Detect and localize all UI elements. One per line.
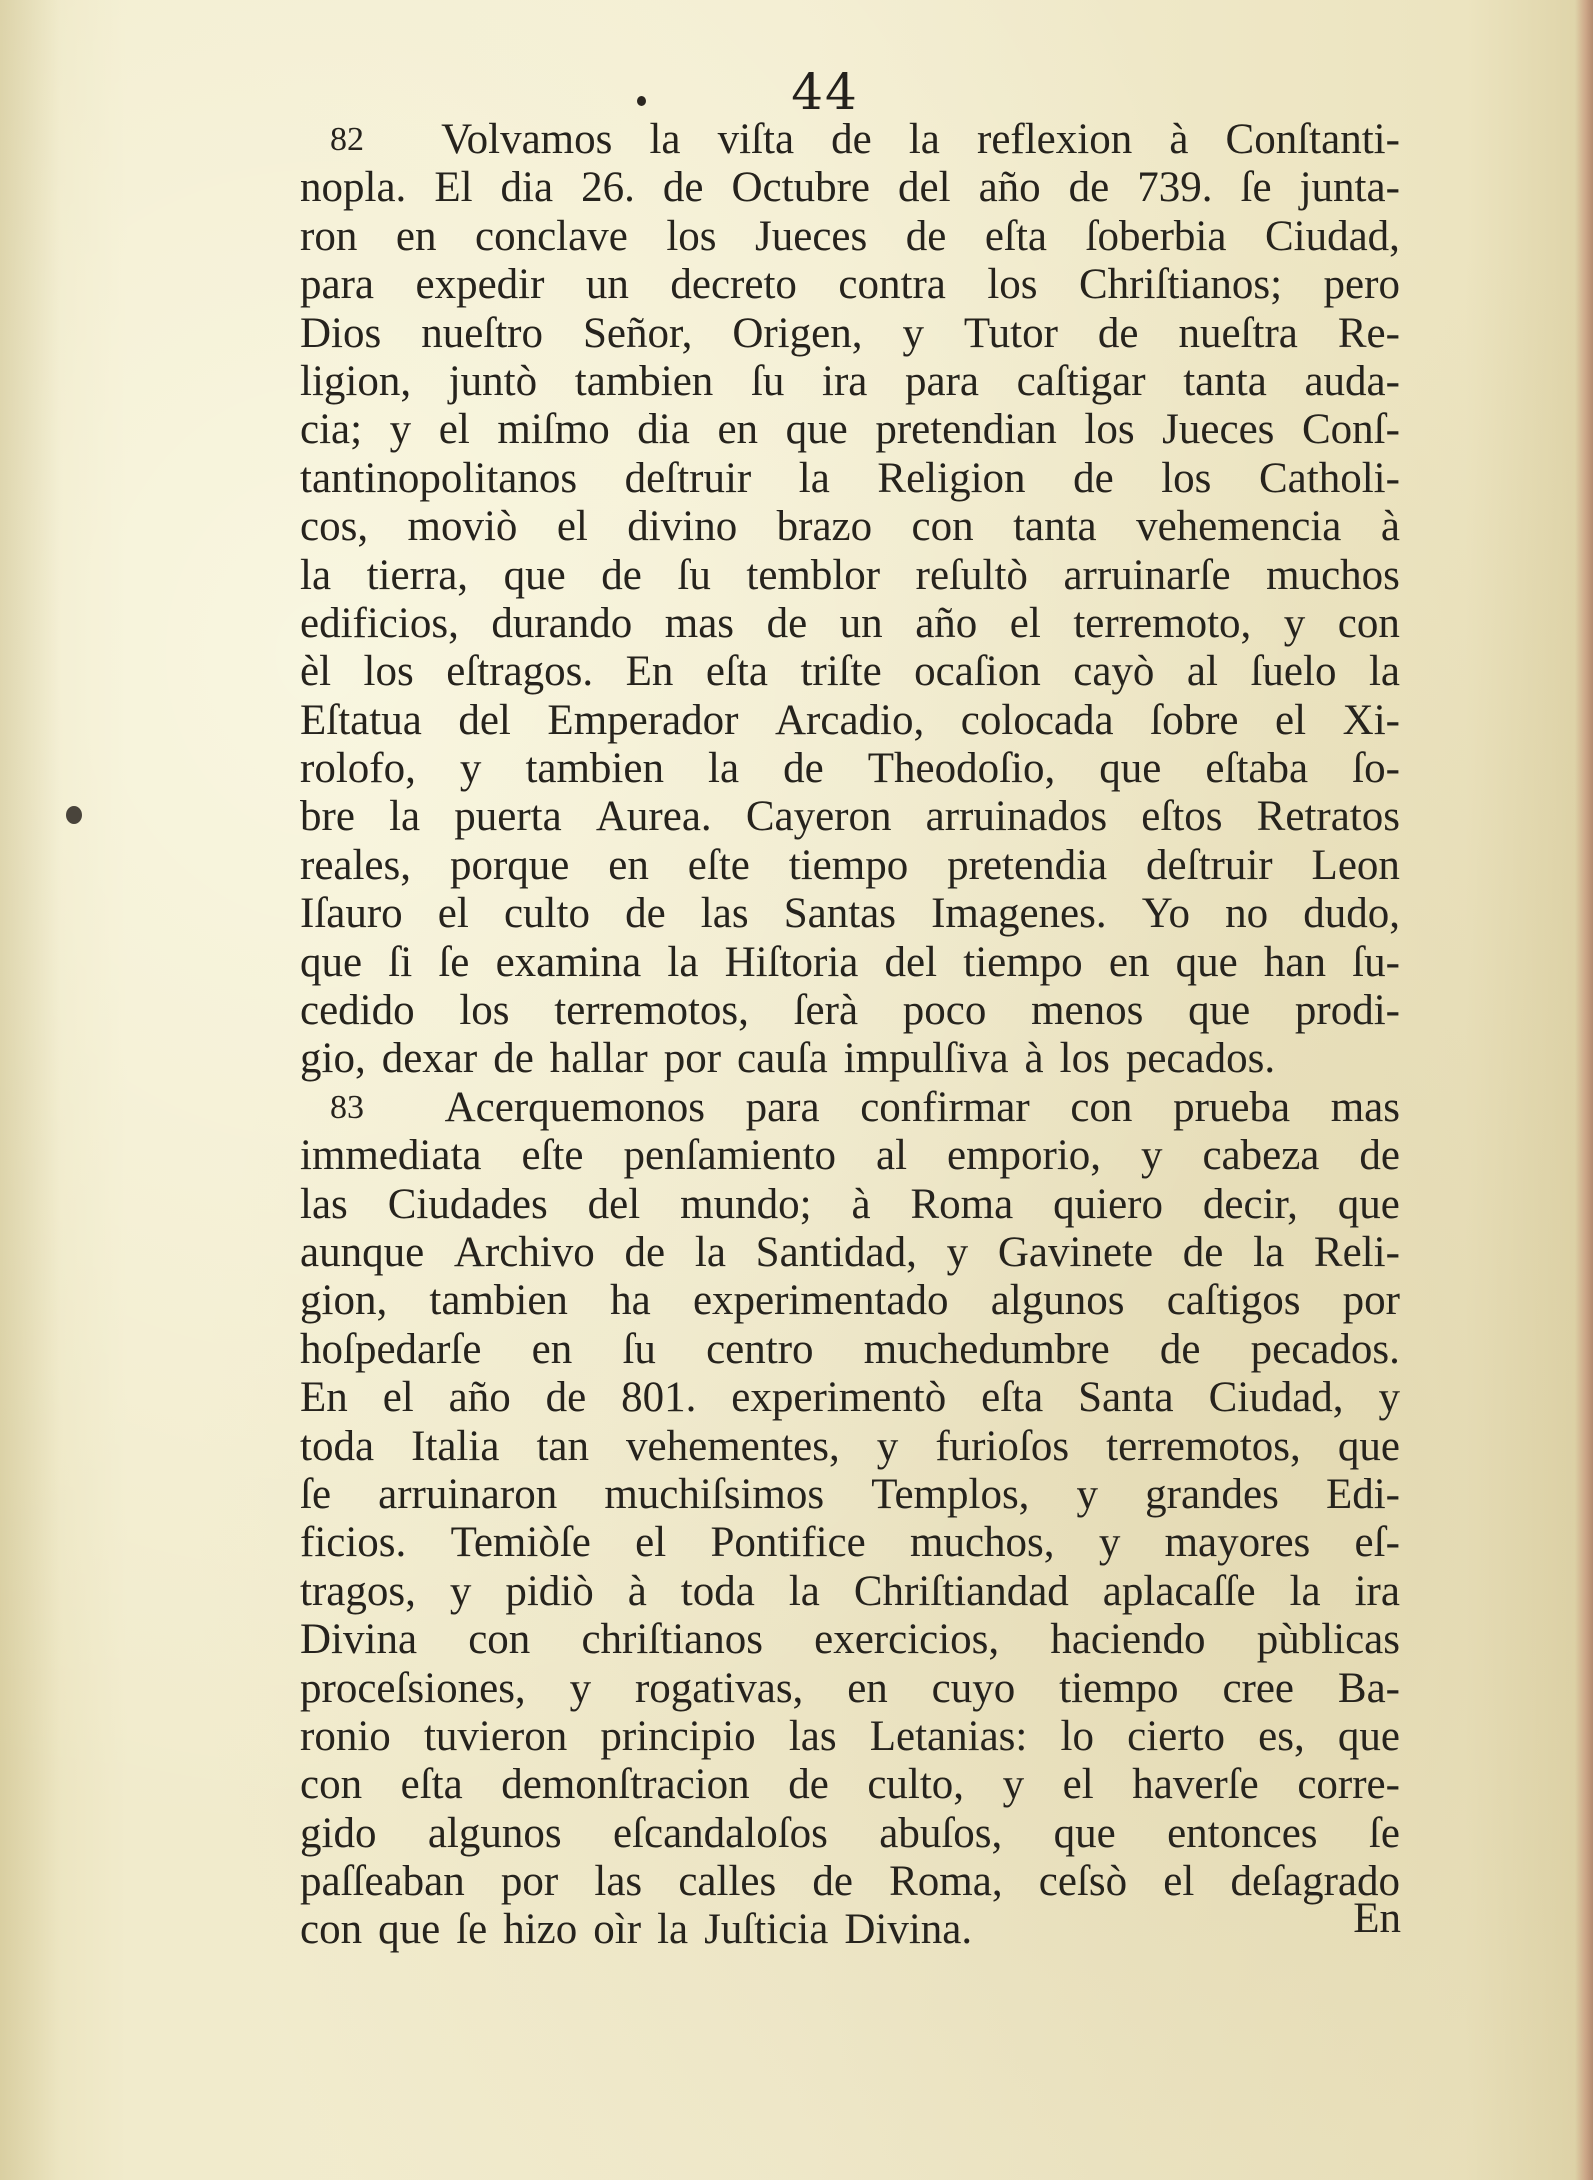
text-line: Divina con chriſtianos exercicios, haciendo pùblicas (300, 1616, 1400, 1664)
page-gutter-shadow (0, 0, 60, 2180)
text-line: Eſtatua del Emperador Arcadio, colocada ſobre el Xi- (300, 696, 1400, 744)
text-line: la tierra, que de ſu temblor reſultò arruinarſe muchos (300, 551, 1400, 599)
text-line: aunque Archivo de la Santidad, y Gavinete de la Reli- (300, 1228, 1400, 1276)
text-line: las Ciudades del mundo; à Roma quiero decir, que (300, 1180, 1400, 1228)
text-line: En el año de 801. experimentò eſta Santa Ciudad, y (300, 1374, 1400, 1422)
page-edge-stain (1575, 0, 1593, 2180)
text-line: para expedir un decreto contra los Chriſtianos; pero (300, 261, 1400, 309)
text-line: ficios. Temiòſe el Pontifice muchos, y mayores eſ- (300, 1519, 1400, 1567)
ink-spot (637, 96, 646, 106)
text-line: que ſi ſe examina la Hiſtoria del tiempo en que han ſu- (300, 938, 1400, 986)
text-line: ronio tuvieron principio las Letanias: lo cierto es, que (300, 1712, 1400, 1760)
paragraph-number: 82 (330, 121, 364, 158)
text-line: tragos, y pidiò à toda la Chriſtiandad aplacaſſe la ira (300, 1567, 1400, 1615)
text-line: bre la puerta Aurea. Cayeron arruinados eſtos Retratos (300, 793, 1400, 841)
text-line: toda Italia tan vehementes, y furioſos terremotos, que (300, 1422, 1400, 1470)
text-line: cos, moviò el divino brazo con tanta vehemencia à (300, 503, 1400, 551)
text-line: reales, porque en eſte tiempo pretendia deſtruir Leon (300, 841, 1400, 889)
text-line: 83 Acerquemonos para confirmar con prueba mas (330, 1083, 1400, 1131)
catchword: En (1353, 1895, 1401, 1942)
text-line: Dios nueſtro Señor, Origen, y Tutor de nueſtra Re- (300, 309, 1400, 357)
text-line: gio, dexar de hallar por cauſa impulſiva à los pecados. (300, 1035, 1276, 1083)
text-line: paſſeaban por las calles de Roma, ceſsò el deſagrado (300, 1858, 1400, 1906)
page-number: 44 (791, 63, 859, 121)
text-line: edificios, durando mas de un año el terremoto, y con (300, 599, 1400, 647)
text-line: Iſauro el culto de las Santas Imagenes. Yo no dudo, (300, 890, 1400, 938)
text-line: con eſta demonſtracion de culto, y el haverſe corre- (300, 1761, 1400, 1809)
text-line: 82 Volvamos la viſta de la reflexion à Conſtanti- (330, 116, 1400, 163)
text-line: èl los eſtragos. En eſta triſte ocaſion cayò al ſuelo la (300, 648, 1400, 696)
text-line: con que ſe hizo oìr la Juſticia Divina. (300, 1906, 973, 1954)
text-line: rolofo, y tambien la de Theodoſio, que eſtaba ſo- (300, 745, 1400, 793)
text-line: gion, tambien ha experimentado algunos caſtigos por (300, 1277, 1400, 1325)
text-line: hoſpedarſe en ſu centro muchedumbre de pecados. (300, 1325, 1400, 1373)
paragraph-number: 83 (330, 1088, 364, 1126)
text-line: ron en conclave los Jueces de eſta ſoberbia Ciudad, (300, 212, 1400, 260)
text-line: cia; y el miſmo dia en que pretendian los Jueces Conſ- (300, 406, 1400, 454)
text-line: cedido los terremotos, ſerà poco menos que prodi- (300, 987, 1400, 1035)
text-line: proceſsiones, y rogativas, en cuyo tiempo cree Ba- (300, 1664, 1400, 1712)
text-line: nopla. El dia 26. de Octubre del año de 739. ſe junta- (300, 164, 1400, 212)
text-line: tantinopolitanos deſtruir la Religion de los Catholi- (300, 454, 1400, 502)
body-text (300, 116, 1400, 1955)
text-line: immediata eſte penſamiento al emporio, y cabeza de (300, 1132, 1400, 1180)
text-line: ſe arruinaron muchiſsimos Templos, y grandes Edi- (300, 1470, 1400, 1518)
text-line: ligion, juntò tambien ſu ira para caſtigar tanta auda- (300, 357, 1400, 405)
text-line: gido algunos eſcandaloſos abuſos, que entonces ſe (300, 1809, 1400, 1857)
ink-blot (66, 806, 82, 824)
